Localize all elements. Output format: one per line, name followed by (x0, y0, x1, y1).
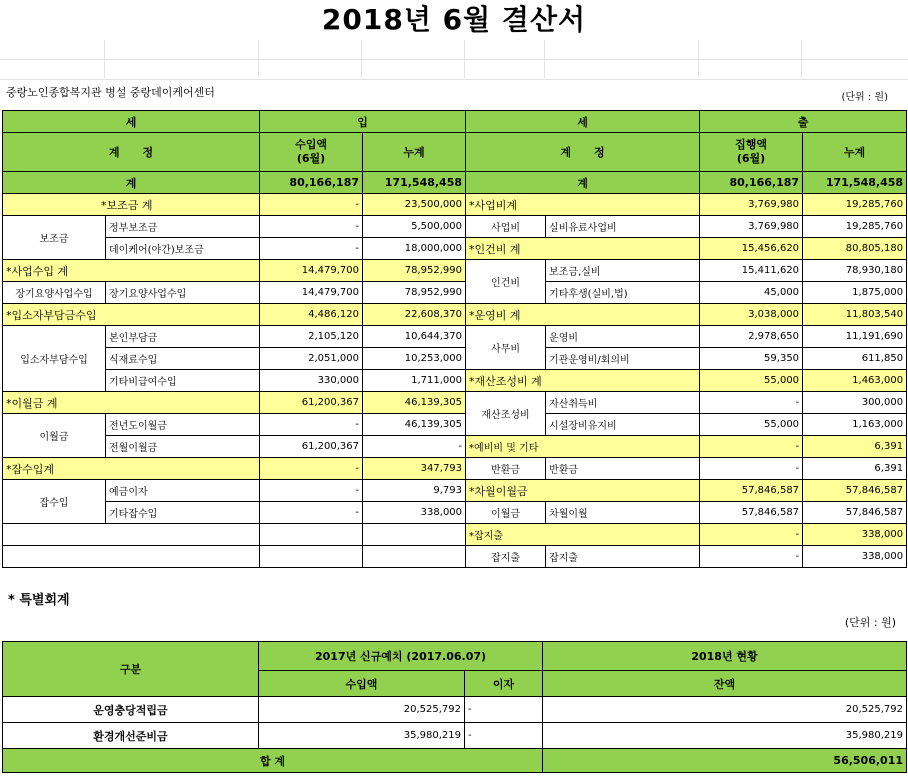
income-subsidy-title: *보조금 계 (3, 194, 260, 216)
income-misc-group: 잡수입 (3, 480, 106, 524)
income-misc-amt: - (260, 458, 363, 480)
income-item-name: 본인부담금 (106, 326, 260, 348)
income-item-amt: 330,000 (260, 370, 363, 392)
expense-item-amt: 55,000 (700, 414, 803, 436)
expense-item-amt: - (700, 392, 803, 414)
special-row-interest: - (465, 697, 543, 723)
income-copay-group: 입소자부담수입 (3, 326, 106, 392)
income-subsidy-group: 보조금 (3, 216, 106, 260)
income-month-header: 수입액 (6월) (260, 133, 363, 172)
expense-project-amt: 3,769,980 (700, 194, 803, 216)
expense-item-name: 기관운영비/회의비 (546, 348, 700, 370)
income-item-cum: 10,253,000 (363, 348, 466, 370)
expense-item-cum: 338,000 (803, 546, 907, 568)
special-total: 56,506,011 (543, 749, 907, 773)
empty-cell (260, 524, 363, 546)
special-row-income: 35,980,219 (259, 723, 465, 749)
expense-project-title: *사업비계 (466, 194, 700, 216)
special-group-header: 구분 (3, 642, 259, 697)
expense-item-cum: 1,875,000 (803, 282, 907, 304)
income-item-cum: - (363, 436, 466, 458)
expense-item-amt: - (700, 546, 803, 568)
expense-cum-header: 누계 (803, 133, 907, 172)
expense-item-name: 기타후생(실비,법) (546, 282, 700, 304)
expense-reserve-title: *예비비 및 기타 (466, 436, 700, 458)
income-item-name: 데이케어(야간)보조금 (106, 238, 260, 260)
income-item-name: 기타비급여수입 (106, 370, 260, 392)
expense-operation-cum: 11,803,540 (803, 304, 907, 326)
income-item-amt: - (260, 238, 363, 260)
expense-item-cum: 300,000 (803, 392, 907, 414)
expense-asset-group: 재산조성비 (466, 392, 546, 436)
expense-item-name: 자산취득비 (546, 392, 700, 414)
expense-item-cum: 78,930,180 (803, 260, 907, 282)
expense-asset-amt: 55,000 (700, 370, 803, 392)
expense-item-amt: 2,978,650 (700, 326, 803, 348)
expense-personnel-cum: 80,805,180 (803, 238, 907, 260)
expense-account-header: 계 정 (466, 133, 700, 172)
income-business-title: *사업수입 계 (3, 260, 260, 282)
expense-personnel-amt: 15,456,620 (700, 238, 803, 260)
empty-cell (260, 546, 363, 568)
expense-miscexp-amt: - (700, 524, 803, 546)
expense-item-cum: 1,163,000 (803, 414, 907, 436)
income-item-name: 기타잡수입 (106, 502, 260, 524)
income-account-header: 계 정 (3, 133, 260, 172)
expense-item-name: 보조금,실비 (546, 260, 700, 282)
expense-miscexp-group: 잡지출 (466, 546, 546, 568)
expense-month-header: 집행액 (6월) (700, 133, 803, 172)
special-row-balance: 35,980,219 (543, 723, 907, 749)
income-item-amt: - (260, 414, 363, 436)
special-income-header: 수입액 (259, 671, 465, 697)
expense-head-2: 출 (700, 111, 907, 133)
organization-name: 중랑노인종합복지관 병설 중랑데이케어센터 (6, 86, 215, 99)
expense-personnel-group: 인건비 (466, 260, 546, 304)
expense-item-name: 반환금 (546, 458, 700, 480)
expense-item-name: 운영비 (546, 326, 700, 348)
empty-cell (363, 524, 466, 546)
expense-item-amt: 3,769,980 (700, 216, 803, 238)
special-row-name: 운영충당적립금 (3, 697, 259, 723)
page-title: 2018년 6월 결산서 (321, 3, 587, 36)
expense-project-group: 사업비 (466, 216, 546, 238)
expense-item-amt: 45,000 (700, 282, 803, 304)
income-total-label: 계 (3, 172, 260, 194)
expense-head-1: 세 (466, 111, 700, 133)
special-2018-header: 2018년 현황 (543, 642, 907, 671)
expense-miscexp-cum: 338,000 (803, 524, 907, 546)
unit-label: (단위 : 원) (841, 92, 888, 103)
income-item-amt: - (260, 480, 363, 502)
income-copay-cum: 22,608,370 (363, 304, 466, 326)
special-unit-label: (단위 : 원) (844, 616, 896, 629)
income-item-cum: 78,952,990 (363, 282, 466, 304)
income-carry-amt: 61,200,367 (260, 392, 363, 414)
income-item-name: 예금이자 (106, 480, 260, 502)
income-cum-header: 누계 (363, 133, 466, 172)
income-business-cum: 78,952,990 (363, 260, 466, 282)
expense-miscexp-title: *잡지출 (466, 524, 700, 546)
income-item-amt: 61,200,367 (260, 436, 363, 458)
income-item-cum: 338,000 (363, 502, 466, 524)
income-misc-title: *잡수입계 (3, 458, 260, 480)
empty-cell (3, 546, 260, 568)
expense-item-amt: 15,411,620 (700, 260, 803, 282)
settlement-table (2, 110, 907, 568)
income-item-name: 전년도이월금 (106, 414, 260, 436)
income-misc-cum: 347,793 (363, 458, 466, 480)
expense-item-cum: 57,846,587 (803, 502, 907, 524)
income-head-1: 세 (3, 111, 260, 133)
expense-total-label: 계 (466, 172, 700, 194)
expense-cum-total: 171,548,458 (803, 172, 907, 194)
expense-reserve-amt: - (700, 436, 803, 458)
income-business-amt: 14,479,700 (260, 260, 363, 282)
special-row-balance: 20,525,792 (543, 697, 907, 723)
income-item-amt: - (260, 216, 363, 238)
expense-item-cum: 611,850 (803, 348, 907, 370)
income-item-cum: 18,000,000 (363, 238, 466, 260)
expense-carryover-group: 이월금 (466, 502, 546, 524)
income-item-cum: 5,500,000 (363, 216, 466, 238)
expense-item-amt: - (700, 458, 803, 480)
special-total-label: 합 계 (3, 749, 543, 773)
income-carry-cum: 46,139,305 (363, 392, 466, 414)
income-item-amt: 14,479,700 (260, 282, 363, 304)
expense-reserve-group: 반환금 (466, 458, 546, 480)
income-business-group: 장기요양사업수입 (3, 282, 106, 304)
expense-item-amt: 59,350 (700, 348, 803, 370)
expense-operation-group: 사무비 (466, 326, 546, 370)
expense-personnel-title: *인건비 계 (466, 238, 700, 260)
expense-asset-title: *재산조성비 계 (466, 370, 700, 392)
income-item-cum: 9,793 (363, 480, 466, 502)
special-row-interest: - (465, 723, 543, 749)
expense-operation-amt: 3,038,000 (700, 304, 803, 326)
expense-carryover-cum: 57,846,587 (803, 480, 907, 502)
expense-carryover-title: *차월이월금 (466, 480, 700, 502)
income-item-amt: - (260, 502, 363, 524)
income-copay-amt: 4,486,120 (260, 304, 363, 326)
income-carry-group: 이월금 (3, 414, 106, 458)
special-interest-header: 이자 (465, 671, 543, 697)
empty-cell (3, 524, 260, 546)
expense-item-cum: 11,191,690 (803, 326, 907, 348)
special-balance-header: 잔액 (543, 671, 907, 697)
empty-cell (363, 546, 466, 568)
income-item-cum: 46,139,305 (363, 414, 466, 436)
income-total: 80,166,187 (260, 172, 363, 194)
expense-item-name: 실비유료사업비 (546, 216, 700, 238)
income-item-name: 장기요양사업수입 (106, 282, 260, 304)
income-cum-total: 171,548,458 (363, 172, 466, 194)
income-item-name: 정부보조금 (106, 216, 260, 238)
income-copay-title: *입소자부담금수입 (3, 304, 260, 326)
expense-item-cum: 6,391 (803, 458, 907, 480)
expense-project-cum: 19,285,760 (803, 194, 907, 216)
expense-item-cum: 19,285,760 (803, 216, 907, 238)
expense-asset-cum: 1,463,000 (803, 370, 907, 392)
expense-total: 80,166,187 (700, 172, 803, 194)
expense-operation-title: *운영비 계 (466, 304, 700, 326)
income-head-2: 입 (260, 111, 466, 133)
expense-item-name: 잡지출 (546, 546, 700, 568)
expense-item-name: 차월이월 (546, 502, 700, 524)
income-item-cum: 1,711,000 (363, 370, 466, 392)
income-item-name: 식재료수입 (106, 348, 260, 370)
special-2017-header: 2017년 신규예치 (2017.06.07) (259, 642, 543, 671)
income-carry-title: *이월금 계 (3, 392, 260, 414)
income-subsidy-amt: - (260, 194, 363, 216)
special-account-table (2, 641, 907, 773)
special-row-name: 환경개선준비금 (3, 723, 259, 749)
income-item-cum: 10,644,370 (363, 326, 466, 348)
income-item-amt: 2,105,120 (260, 326, 363, 348)
special-account-title: * 특별회계 (8, 593, 70, 608)
income-item-name: 전월이월금 (106, 436, 260, 458)
special-row-income: 20,525,792 (259, 697, 465, 723)
blank-grid (0, 40, 908, 78)
income-item-amt: 2,051,000 (260, 348, 363, 370)
income-subsidy-cum: 23,500,000 (363, 194, 466, 216)
expense-reserve-cum: 6,391 (803, 436, 907, 458)
expense-carryover-amt: 57,846,587 (700, 480, 803, 502)
expense-item-amt: 57,846,587 (700, 502, 803, 524)
expense-item-name: 시설장비유지비 (546, 414, 700, 436)
